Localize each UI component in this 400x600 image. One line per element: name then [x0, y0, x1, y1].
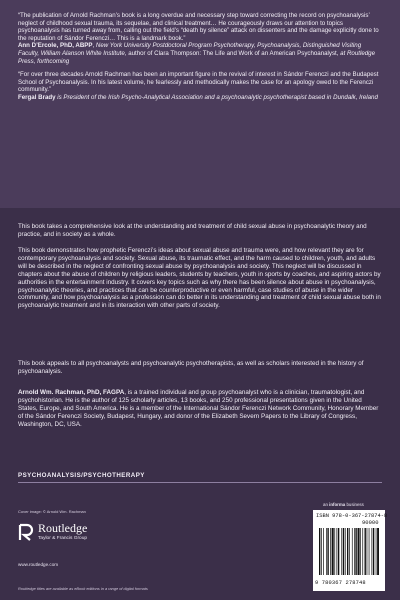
cover-image-credit: Cover image: © Arnold Wm. Rachman [18, 509, 86, 514]
barcode-graphic [319, 528, 379, 575]
ebook-disclaimer: Routledge titles are available as eBook editions in a range of digital formats [18, 586, 148, 591]
endorser-credentials-2: is President of the Irish Psycho-Analytical Association and a psychoanalytic psychotherapist based in Dundalk, Ireland [57, 93, 378, 101]
informa-brand: informa [329, 502, 346, 507]
endorsement-attribution-2 [18, 94, 382, 102]
description-paragraph-3: This book appeals to all psychoanalysts and psychoanalytic psychotherapists, as well as scholars interested in the history of psychoanalysis. [18, 360, 364, 375]
author-bio-text: , is a trained individual and group psychoanalyst who is a clinician, traumatologist, and psychohistorian. He is the author of 125 scholarly articles, 13 books, and 250 professional presentations given in the United States, Europe, and South America. He is a member of the International Sándor Ferenczi Network Community, Honorary Member of the Sándor Ferenczi Society, Budapest, Hungary, and donor of the Elizabeth Severn Papers to the Library of Congress, Washington, DC, USA. [18, 389, 379, 428]
publisher-website: www.routledge.com [18, 562, 59, 567]
endorser-name-2: Fergal Brady [18, 93, 56, 101]
endorser-publisher-note-1: at Routledge Press, forthcoming [18, 49, 375, 65]
routledge-mark-icon [18, 523, 34, 541]
informa-business-label [323, 502, 364, 507]
barcode-number: 9 780367 278748 [315, 580, 366, 586]
subject-category: PSYCHOANALYSIS/PSYCHOTHERAPY [18, 472, 145, 479]
publisher-subtitle: Taylor & Francis Group [38, 536, 88, 541]
barcode-box [313, 510, 388, 591]
endorsement-quote-2: “For over three decades Arnold Rachman has been an important figure in the revival of interest in Sándor Ferenczi and the Budapest School of Psychoanalysis. In his latest volume, he fearlessly and methodically makes the case for an apology owed to the Ferenczi community.” [18, 71, 379, 94]
endorser-author-of-1: author of Clara Thompson: The Life and Work of an American Psychoanalyst, [128, 49, 339, 57]
description-paragraph-2: This book demonstrates how prophetic Ferenczi’s ideas about sexual abuse and trauma were, and how relevant they are for contemporary psychoanalysis and society. Sexual abuse, its traumatic effect, and the harm caused to children, youth, and adults will be described in the neglect of confronting sexual abuse by psychoanalysis and society. This neglect will be discussed in chapters about the abuse of children by religious leaders, students by teachers, youth in sports by coaches, and aspiring actors by authorities in the entertainment industry. It covers key topics such as why there has been silence about abuse in psychoanalysis, psychoanalytic theories, and practices that can be counterproductive or even harmful, case studies of abuse in the wider community, and how psychoanalysis as a profession can do better in its understanding and treatment of child sexual abuse both in psychoanalytic treatment and in its interaction with other parts of society. [18, 247, 381, 310]
endorsement-quote-1: “The publication of Arnold Rachman’s book is a long overdue and necessary step toward correcting the record on psychoanalysis’ neglect of childhood sexual trauma, its sequelae, and clinical treatment… He courageously draws our attention to topics psychoanalysis has turned away from, calling out the field’s “death by silence” attack on dissenters and the damage explicitly done to the reputation of Sándor Ferenczi… This is a landmark book.” [18, 12, 379, 42]
author-name: Arnold Wm. Rachman, PhD, FAGPA [18, 389, 125, 396]
informa-suffix: business [346, 502, 364, 507]
routledge-logo [18, 521, 128, 545]
isbn-label: ISBN 978-0-367-27874-8 [316, 513, 388, 519]
price-code: 90000 [362, 519, 379, 526]
endorser-name-1: Ann D’Ercole, PhD, ABPP [18, 42, 93, 50]
description-paragraph-1: This book takes a comprehensive look at the understanding and treatment of child sexual abuse in psychoanalytic theory and practice, and in society as a whole. [18, 223, 367, 238]
author-bio [18, 389, 382, 429]
informa-prefix: an [323, 502, 328, 507]
endorser-credentials-1: New York University Postdoctoral Program Psychotherapy, Psychoanalysis, Distinguished Visiting Faculty, William Alanson White Institute, [18, 42, 362, 57]
endorsement-attribution-1: Ann D’Ercole, PhD, ABPP, New York University Postdoctoral Program Psychotherapy, Psychoanalysis, Distinguished Visiting Faculty, William Alanson White Institute, author of Clara Thompson: The Life and Work of an American Psychoanalyst, at Routledge Press, forthcoming [18, 42, 375, 65]
divider [18, 482, 382, 483]
publisher-name: Routledge [38, 521, 88, 535]
endorsement-panel [0, 0, 400, 208]
